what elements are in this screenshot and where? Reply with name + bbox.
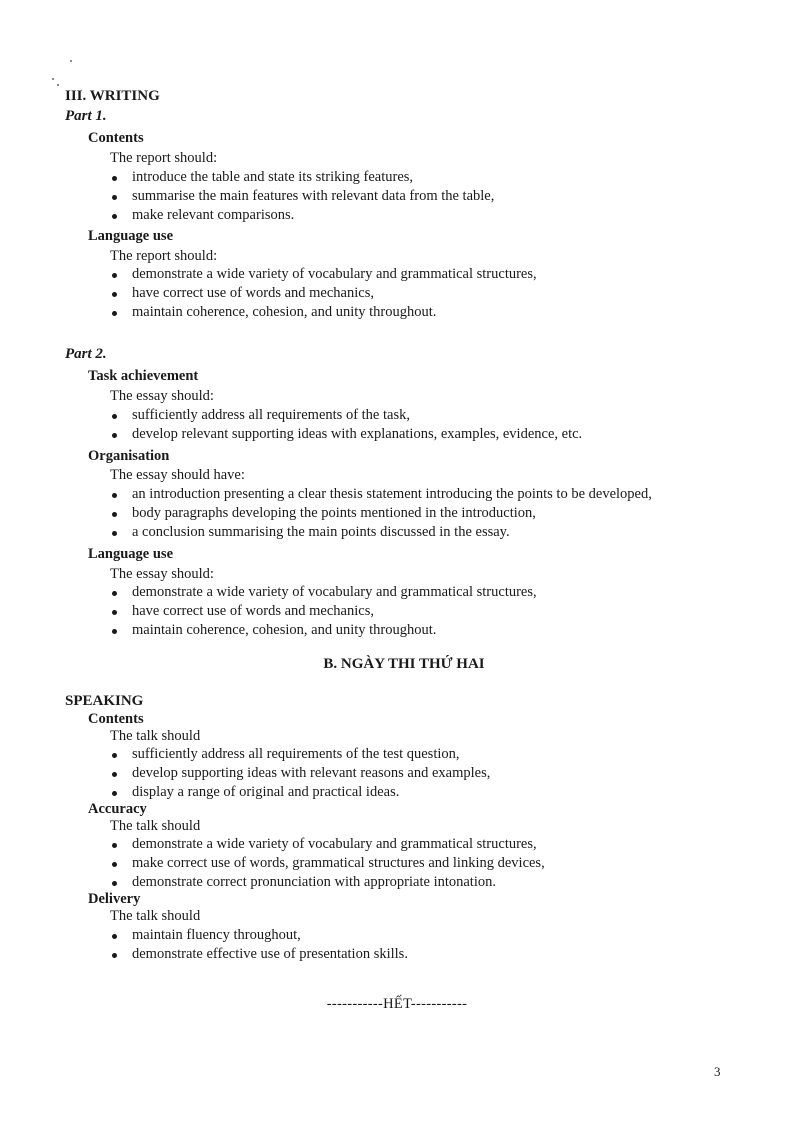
part2-organisation-list — [110, 485, 652, 542]
list-item: display a range of original and practical ideas. — [110, 783, 490, 801]
part2-task-intro: The essay should: — [110, 388, 214, 404]
part2-organisation-intro: The essay should have: — [110, 467, 245, 483]
list-item: demonstrate a wide variety of vocabulary and grammatical structures, — [110, 583, 537, 602]
speaking-delivery-heading: Delivery — [88, 891, 141, 907]
speaking-contents-heading: Contents — [88, 711, 144, 727]
list-item: demonstrate effective use of presentation skills. — [110, 945, 408, 963]
part1-contents-intro: The report should: — [110, 150, 218, 166]
part1-language-heading: Language use — [88, 228, 174, 244]
page-number: 3 — [714, 1064, 721, 1079]
list-item: demonstrate a wide variety of vocabulary and grammatical structures, — [110, 835, 545, 853]
part2-task-heading: Task achievement — [88, 368, 199, 384]
speaking-delivery-intro: The talk should — [110, 908, 201, 924]
list-item: maintain coherence, cohesion, and unity throughout. — [110, 621, 537, 640]
part2-language-intro: The essay should: — [110, 566, 214, 582]
part1-contents-list — [110, 168, 494, 225]
list-item: have correct use of words and mechanics, — [110, 284, 537, 302]
list-item: sufficiently address all requirements of the test question, — [110, 745, 490, 763]
list-item: demonstrate a wide variety of vocabulary and grammatical structures, — [110, 265, 537, 283]
speaking-accuracy-list — [110, 835, 545, 892]
list-item: introduce the table and state its striking features, — [110, 168, 494, 186]
part2-language-heading: Language use — [88, 546, 174, 562]
speaking-contents-intro: The talk should — [110, 728, 201, 744]
end-marker: -----------HẾT----------- — [326, 996, 468, 1012]
list-item: an introduction presenting a clear thesis statement introducing the points to be developed, — [110, 485, 652, 504]
list-item: body paragraphs developing the points mentioned in the introduction, — [110, 504, 652, 523]
list-item: summarise the main features with relevant data from the table, — [110, 187, 494, 205]
part1-language-intro: The report should: — [110, 248, 218, 264]
part1-contents-heading: Contents — [88, 130, 144, 146]
scan-speck — [57, 84, 59, 86]
scan-speck — [52, 78, 54, 80]
part1-label: Part 1. — [65, 108, 107, 124]
scan-speck — [70, 60, 72, 62]
part2-language-list — [110, 583, 537, 640]
speaking-title: SPEAKING — [65, 693, 144, 709]
list-item: maintain fluency throughout, — [110, 926, 408, 944]
speaking-accuracy-intro: The talk should — [110, 818, 201, 834]
part2-organisation-heading: Organisation — [88, 448, 170, 464]
list-item: maintain coherence, cohesion, and unity throughout. — [110, 303, 537, 321]
speaking-contents-list — [110, 745, 490, 802]
part2-label: Part 2. — [65, 346, 107, 362]
part2-task-list — [110, 406, 582, 444]
speaking-accuracy-heading: Accuracy — [88, 801, 147, 817]
list-item: make relevant comparisons. — [110, 206, 494, 224]
day2-title: B. NGÀY THI THỨ HAI — [323, 656, 485, 672]
list-item: make correct use of words, grammatical structures and linking devices, — [110, 854, 545, 872]
list-item: develop supporting ideas with relevant reasons and examples, — [110, 764, 490, 782]
list-item: a conclusion summarising the main points discussed in the essay. — [110, 523, 652, 542]
writing-title: III. WRITING — [65, 88, 160, 104]
speaking-delivery-list — [110, 926, 408, 964]
list-item: develop relevant supporting ideas with explanations, examples, evidence, etc. — [110, 425, 582, 444]
list-item: sufficiently address all requirements of the task, — [110, 406, 582, 425]
list-item: have correct use of words and mechanics, — [110, 602, 537, 621]
list-item: demonstrate correct pronunciation with appropriate intonation. — [110, 873, 545, 891]
part1-language-list — [110, 265, 537, 322]
